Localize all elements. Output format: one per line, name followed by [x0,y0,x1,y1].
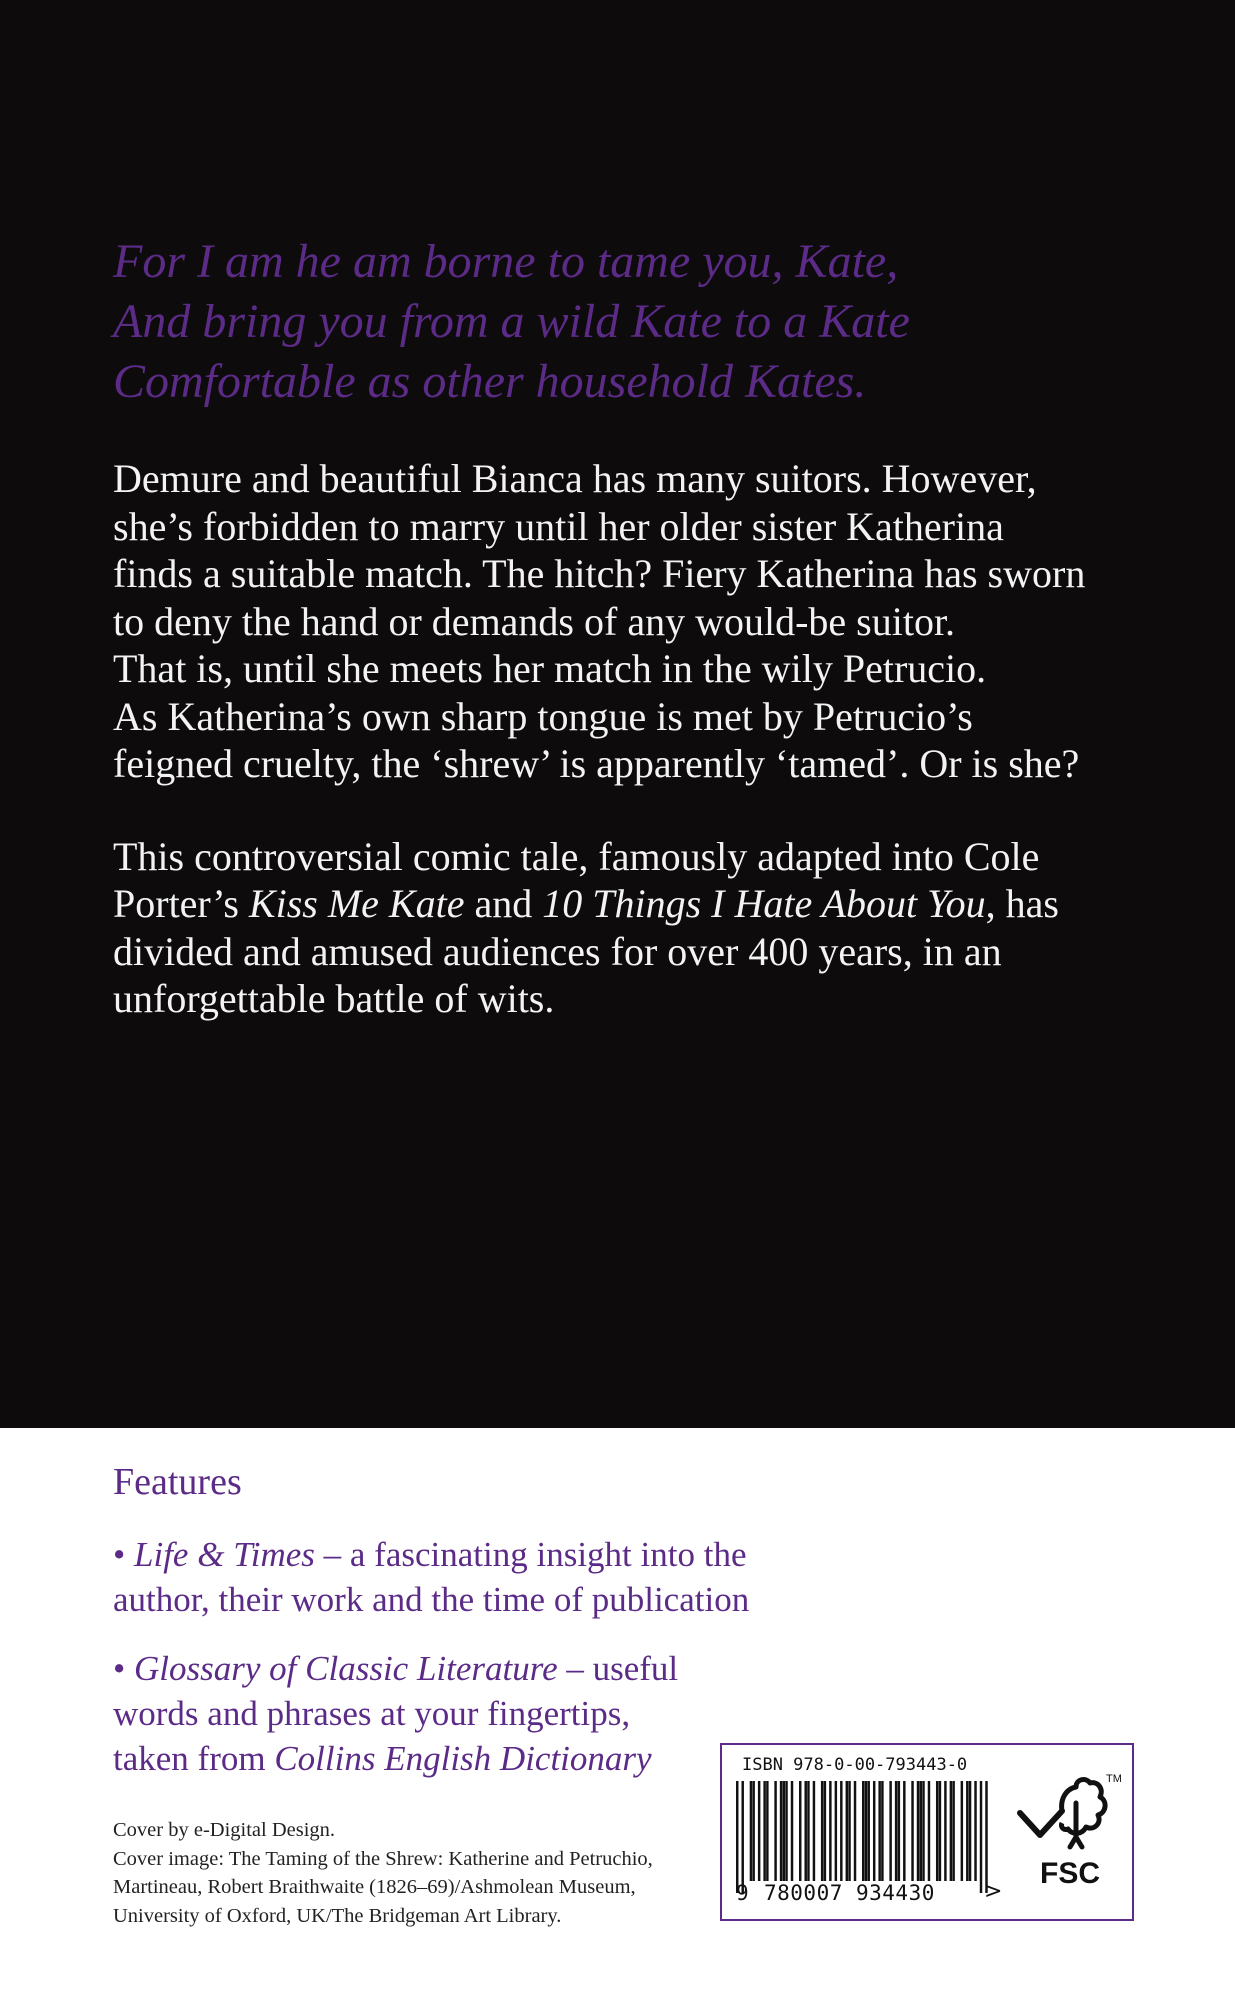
barcode-bar [783,1781,785,1881]
barcode-bar [889,1781,891,1881]
feature-line: author, their work and the time of publication [113,1580,750,1619]
blurb-text: and [464,881,543,926]
blurb-line: This controversial comic tale, famously adapted into Cole [113,833,1040,879]
barcode-bar [741,1781,743,1893]
barcode-bar [774,1781,776,1881]
title-kiss-me-kate: Kiss Me Kate [248,881,465,926]
barcode-image [736,1781,988,1893]
barcode-bar [895,1781,897,1881]
barcode-bar [961,1781,963,1881]
barcode-bar [952,1781,954,1881]
barcode-bar [936,1781,938,1881]
barcode-bar [917,1781,919,1881]
barcode-bar [980,1781,982,1893]
feature-line: words and phrases at your fingertips, [113,1694,631,1733]
blurb-line: feigned cruelty, the ‘shrew’ is apparently ‘tamed’. Or is she? [113,741,1080,786]
barcode-bar [898,1781,900,1881]
barcode-bar [911,1781,913,1881]
blurb-line: unforgettable battle of wits. [113,976,555,1021]
barcode-bar [807,1781,809,1881]
barcode-bar [873,1781,875,1881]
barcode-bar [848,1781,850,1881]
barcode-bar [758,1781,760,1881]
blurb-line: to deny the hand or demands of any would-be suitor. [113,598,956,644]
barcode-bar [766,1781,768,1881]
fsc-tree-check-icon [1010,1773,1110,1858]
barcode-bar [804,1781,806,1881]
barcode-bar [867,1781,869,1893]
blurb-paragraph-1 [113,455,1143,788]
barcode-bar [780,1781,782,1881]
barcode-bar [824,1781,826,1881]
barcode-bar [920,1781,922,1881]
barcode-bar [928,1781,930,1881]
quote-line: Comfortable as other household Kates. [113,355,867,408]
barcode-bar [750,1781,752,1881]
barcode-bar [736,1781,738,1893]
cover-credits [113,1816,733,1930]
barcode-bar [763,1781,765,1881]
features-heading: Features [113,1461,242,1503]
feature-line [113,1646,813,1691]
barcode-panel [720,1743,1134,1921]
blurb-line: As Katherina’s own sharp tongue is met by Petrucio’s [113,693,973,739]
blurb-line: Demure and beautiful Bianca has many suitors. However, [113,456,1037,501]
blurb-line: she’s forbidden to marry until her older sister Katherina [113,503,1004,549]
barcode-bar [969,1781,971,1881]
barcode-bar [821,1781,823,1881]
title-10-things: 10 Things I Hate About You [542,881,986,926]
blurb-line [113,880,1143,928]
barcode-bar [829,1781,831,1881]
ean-quiet-zone-arrow: > [984,1879,1003,1904]
barcode-bar [881,1781,883,1881]
barcode-bar [752,1781,754,1881]
quote-line: And bring you from a wild Kate to a Kate [113,295,910,348]
barcode-bar [922,1781,924,1881]
feature-name: Glossary of Classic Literature [134,1649,558,1688]
credit-line: University of Oxford, UK/The Bridgeman Art Library. [113,1904,562,1927]
credit-line: Cover by e-Digital Design. [113,1819,336,1841]
feature-text: – useful [557,1649,679,1688]
barcode-bar [903,1781,905,1881]
barcode-bar [785,1781,787,1881]
bullet: • [113,1649,126,1688]
barcode-bar [840,1781,842,1881]
ean-digits: 780007 934430 [764,1881,935,1905]
feature-line [113,1532,813,1577]
blurb-text: , has [985,881,1059,926]
barcode-bar [966,1781,968,1881]
epigraph-quote [113,232,1113,412]
feature-name: Life & Times [134,1535,315,1574]
barcode-bar [799,1781,801,1881]
fsc-label: FSC [1040,1857,1100,1890]
credit-line: Martineau, Robert Braithwaite (1826–69)/Ashmolean Museum, [113,1876,636,1898]
barcode-bar [939,1781,941,1881]
barcode-bar [974,1781,976,1881]
barcode-bar [985,1781,987,1893]
barcode-bar [835,1781,837,1881]
blurb-text: Porter’s [113,881,249,926]
isbn-number: ISBN 978-0-00-793443-0 [742,1755,968,1775]
barcode-bar [791,1781,793,1881]
credit-line: Cover image: The Taming of the Shrew: Katherine and Petruchio, [113,1847,653,1870]
barcode-bar [944,1781,946,1881]
barcode-bar [862,1781,864,1893]
blurb-line: That is, until she meets her match in the wily Petrucio. [113,646,987,691]
title-collins-dictionary: Collins English Dictionary [274,1739,652,1778]
feature-text: taken from [113,1739,275,1778]
feature-text: – a fascinating insight into the [314,1535,747,1574]
feature-item-glossary [113,1646,813,1781]
quote-line: For I am he am borne to tame you, Kate, [113,235,899,288]
barcode-bar [865,1781,867,1893]
blurb-paragraph-2 [113,833,1143,1023]
blurb-line: divided and amused audiences for over 400 years, in an [113,928,1002,974]
blurb-line: finds a suitable match. The hitch? Fiery Katherina has sworn [113,551,1086,596]
blurb [113,455,1143,1023]
trademark-symbol: TM [1106,1773,1122,1785]
bullet: • [113,1535,126,1574]
barcode-bar [846,1781,848,1881]
barcode-bar [813,1781,815,1881]
barcode-bar [854,1781,856,1881]
ean-first-digit: 9 [736,1881,749,1905]
barcode-bar [878,1781,880,1881]
barcode-bar [950,1781,952,1881]
feature-item-life-times [113,1532,813,1622]
feature-line [113,1736,813,1781]
